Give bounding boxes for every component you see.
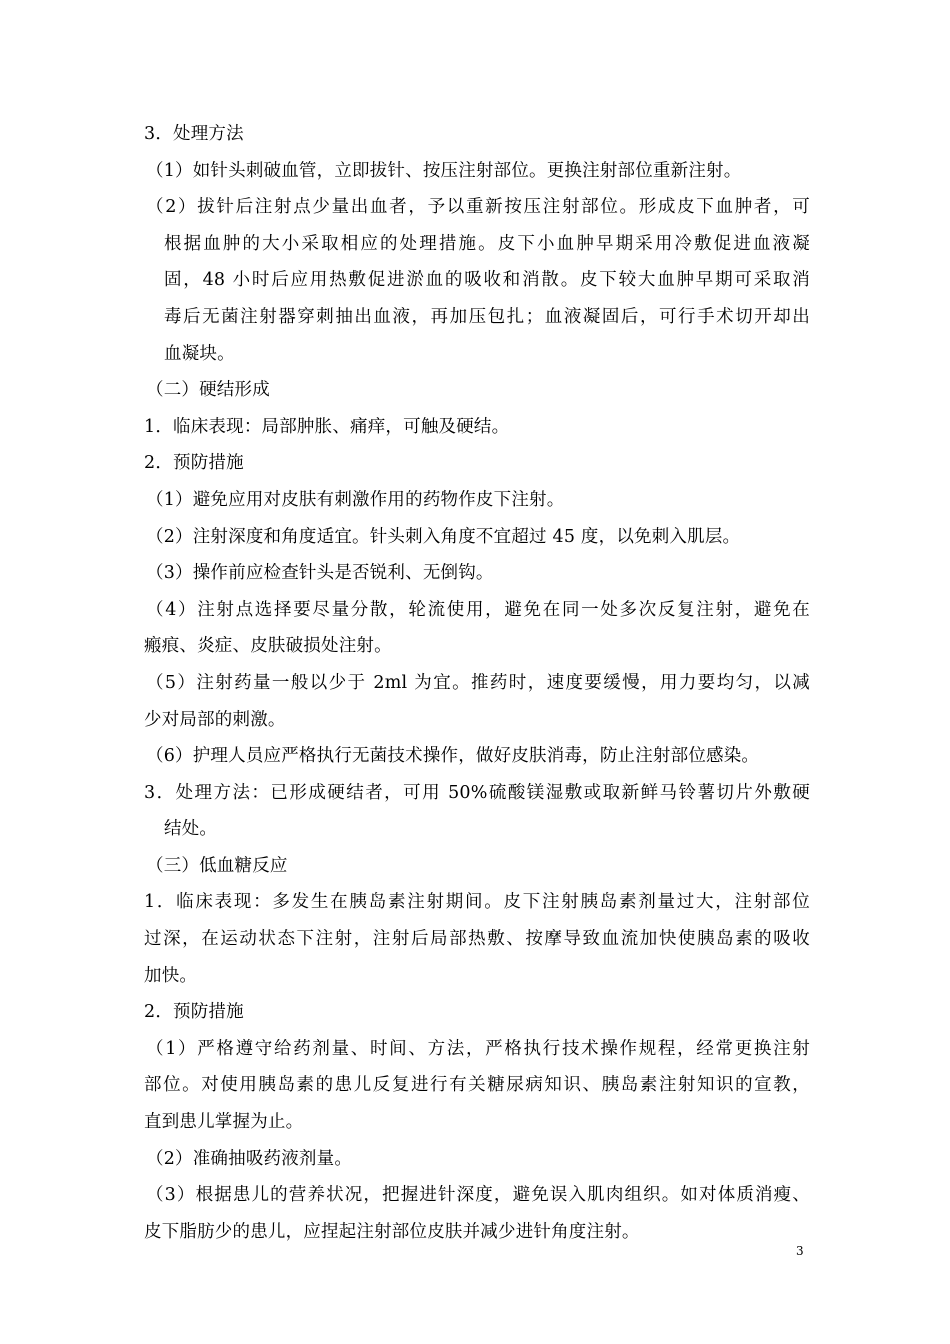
list-item-continuation: 少对局部的刺激。 bbox=[144, 709, 286, 730]
section-heading: 2．预防措施 bbox=[144, 1002, 244, 1023]
list-item: （2）注射深度和角度适宜。针头刺入角度不宜超过 45 度，以免刺入肌层。 bbox=[146, 526, 741, 547]
paragraph-continuation: 加快。 bbox=[144, 965, 198, 986]
document-body bbox=[144, 116, 810, 1250]
paragraph-continuation: 过深，在运动状态下注射，注射后局部热敷、按摩导致血流加快使胰岛素的吸收 bbox=[144, 929, 810, 950]
section-heading: （二）硬结形成 bbox=[146, 380, 270, 401]
section-heading: 3．处理方法 bbox=[144, 124, 244, 144]
list-item-continuation: 毒后无菌注射器穿刺抽出血液，再加压包扎；血液凝固后，可行手术切开却出 bbox=[164, 306, 810, 327]
list-item: （6）护理人员应严格执行无菌技术操作，做好皮肤消毒，防止注射部位感染。 bbox=[146, 746, 760, 767]
list-item-continuation: 瘢痕、炎症、皮肤破损处注射。 bbox=[144, 636, 392, 657]
list-item-continuation: 固，48 小时后应用热敷促进淤血的吸收和消散。皮下较大血肿早期可采取消 bbox=[164, 270, 810, 291]
list-item: （3）操作前应检查针头是否锐利、无倒钩。 bbox=[146, 563, 494, 584]
list-item-continuation: 根据血肿的大小采取相应的处理措施。皮下小血肿早期采用冷敷促进血液凝 bbox=[164, 233, 810, 254]
list-item: （1）如针头刺破血管，立即拔针、按压注射部位。更换注射部位重新注射。 bbox=[146, 160, 742, 181]
list-item: （4）注射点选择要尽量分散，轮流使用，避免在同一处多次反复注射，避免在 bbox=[146, 599, 810, 620]
list-item: （5）注射药量一般以少于 2ml 为宜。推药时，速度要缓慢，用力要均匀，以减 bbox=[146, 672, 810, 693]
paragraph: 1．临床表现：多发生在胰岛素注射期间。皮下注射胰岛素剂量过大，注射部位 bbox=[144, 892, 810, 913]
paragraph-continuation: 结处。 bbox=[164, 819, 218, 840]
list-item-continuation: 部位。对使用胰岛素的患儿反复进行有关糖尿病知识、胰岛素注射知识的宣教， bbox=[144, 1075, 810, 1096]
paragraph: 1．临床表现：局部肿胀、痛痒，可触及硬结。 bbox=[144, 416, 510, 437]
list-item: （1）严格遵守给药剂量、时间、方法，严格执行技术操作规程，经常更换注射 bbox=[146, 1038, 810, 1059]
list-item: （3）根据患儿的营养状况，把握进针深度，避免误入肌肉组织。如对体质消瘦、 bbox=[146, 1185, 810, 1206]
list-item-continuation: 血凝块。 bbox=[164, 343, 235, 364]
list-item: （2）拔针后注射点少量出血者，予以重新按压注射部位。形成皮下血肿者，可 bbox=[146, 197, 810, 218]
paragraph: 3．处理方法：已形成硬结者，可用 50%硫酸镁湿敷或取新鲜马铃薯切片外敷硬 bbox=[144, 782, 810, 803]
section-heading: （三）低血糖反应 bbox=[146, 855, 288, 876]
list-item: （2）准确抽吸药液剂量。 bbox=[146, 1148, 353, 1169]
section-heading: 2．预防措施 bbox=[144, 453, 244, 474]
list-item: （1）避免应用对皮肤有刺激作用的药物作皮下注射。 bbox=[146, 489, 565, 510]
list-item-continuation: 直到患儿掌握为止。 bbox=[144, 1112, 304, 1133]
page-number: 3 bbox=[796, 1244, 804, 1258]
list-item-continuation: 皮下脂肪少的患儿，应捏起注射部位皮肤并减少进针角度注射。 bbox=[144, 1221, 640, 1242]
